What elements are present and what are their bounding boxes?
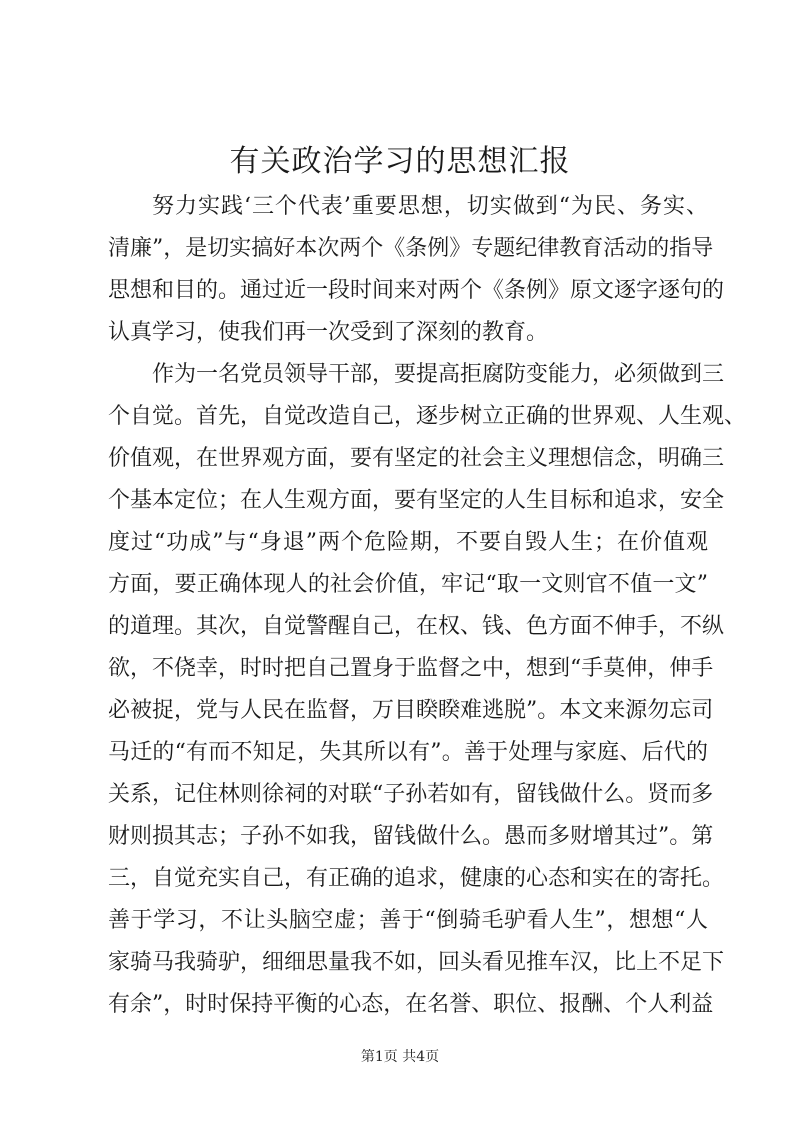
paragraph-1-line-4: 认真学习，使我们再一次受到了深刻的教育。 xyxy=(108,320,549,345)
paragraph-2-line-15: 家骑马我骑驴，细细思量我不如，回头看见推车汉，比上不足下 xyxy=(108,950,725,975)
paragraph-1-line-2: 清廉”，是切实搞好本次两个《条例》专题纪律教育活动的指导 xyxy=(108,236,714,261)
paragraph-2-line-11: 关系，记住林则徐祠的对联“子孙若如有，留钱做什么。贤而多 xyxy=(108,782,714,807)
paragraph-2-line-16: 有余”，时时保持平衡的心态，在名誉、职位、报酬、个人利益 xyxy=(108,992,714,1017)
paragraph-2-line-5: 度过“功成”与“身退”两个危险期，不要自毁人生；在价值观 xyxy=(108,530,708,555)
paragraph-2-line-3: 价值观，在世界观方面，要有坚定的社会主义理想信念，明确三 xyxy=(108,446,725,471)
paragraph-2-line-1: 作为一名党员领导干部，要提高拒腐防变能力，必须做到三 xyxy=(152,362,725,387)
paragraph-1-line-3: 思想和目的。通过近一段时间来对两个《条例》原文逐字逐句的 xyxy=(108,278,725,303)
document-title: 有关政治学习的思想汇报 xyxy=(229,144,571,179)
paragraph-2-line-10: 马迁的“有而不知足，失其所以有”。善于处理与家庭、后代的 xyxy=(108,740,708,765)
paragraph-2-line-9: 必被捉，党与人民在监督，万目睽睽难逃脱”。本文来源勿忘司 xyxy=(108,698,714,723)
paragraph-2-line-12: 财则损其志；子孙不如我，留钱做什么。愚而多财增其过”。第 xyxy=(108,824,714,849)
page-footer: 第1页 共4页 xyxy=(360,1049,440,1065)
paragraph-2-line-6: 方面，要正确体现人的社会价值，牢记“取一文则官不值一文” xyxy=(108,572,708,597)
paragraph-2-line-13: 三，自觉充实自己，有正确的追求，健康的心态和实在的寄托。 xyxy=(108,866,725,891)
paragraph-1-line-1: 努力实践‘三个代表’重要思想，切实做到“为民、务实、 xyxy=(152,194,708,219)
paragraph-2-line-2: 个自觉。首先，自觉改造自己，逐步树立正确的世界观、人生观、 xyxy=(108,404,747,429)
paragraph-2-line-8: 欲，不侥幸，时时把自己置身于监督之中，想到“手莫伸，伸手 xyxy=(108,656,714,681)
paragraph-2-line-4: 个基本定位；在人生观方面，要有坚定的人生目标和追求，安全 xyxy=(108,488,725,513)
paragraph-2-line-7: 的道理。其次，自觉警醒自己，在权、钱、色方面不伸手，不纵 xyxy=(108,614,725,639)
document-body xyxy=(108,186,747,1026)
paragraph-2-line-14: 善于学习，不让头脑空虚；善于“倒骑毛驴看人生”，想想“人 xyxy=(108,908,708,933)
